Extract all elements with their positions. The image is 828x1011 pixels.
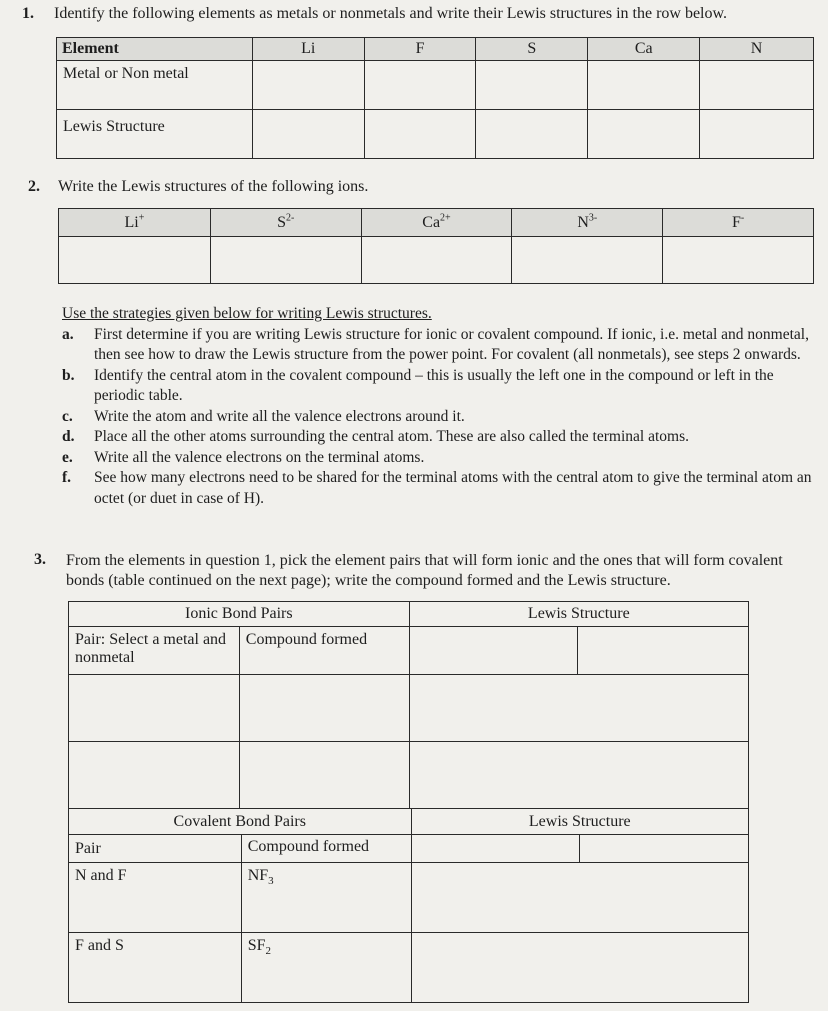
question-2-text: Write the Lewis structures of the following ions. bbox=[58, 178, 369, 195]
compound-nf3: $NF_3$ bbox=[241, 863, 411, 933]
question-1-number: 1. bbox=[22, 5, 34, 22]
covalent-pair-fs: F and S bbox=[69, 933, 242, 1003]
ion-n: $N^{3-}$ bbox=[512, 209, 663, 237]
covalent-compound-header: Compound formed bbox=[241, 835, 411, 863]
strategy-item: d. Place all the other atoms surrounding the central atom. These are also called the terminal atoms. bbox=[62, 428, 689, 445]
element-n: N bbox=[700, 38, 814, 61]
strategy-item: c. Write the atom and write all the valence electrons around it. bbox=[62, 407, 465, 425]
ionic-compound-header: Compound formed bbox=[239, 627, 409, 675]
element-ca: Ca bbox=[588, 38, 700, 61]
ion-li: Li+ bbox=[59, 209, 211, 237]
strategy-item: f. See how many electrons need to be shared for the terminal atoms with the central atom to give the terminal atom an octet (or duet in case of H). bbox=[62, 469, 812, 507]
covalent-pair-nf: N and F bbox=[69, 863, 242, 933]
compound-sf2: $SF_2$ bbox=[241, 933, 411, 1003]
answer-cell[interactable] bbox=[364, 61, 476, 110]
strategy-item: b. Identify the central atom in the covalent compound – this is usually the left one in the compound or left in the periodic table. bbox=[62, 366, 774, 404]
covalent-pair-header: Pair bbox=[69, 835, 242, 863]
answer-cell[interactable] bbox=[239, 742, 409, 809]
answer-cell[interactable] bbox=[411, 863, 748, 933]
answer-cell[interactable] bbox=[578, 627, 749, 675]
ionic-lewis-structure-title: Lewis Structure bbox=[409, 602, 748, 627]
answer-cell[interactable] bbox=[252, 110, 364, 159]
answer-cell[interactable] bbox=[361, 237, 512, 284]
answer-cell[interactable] bbox=[69, 675, 240, 742]
element-header: Element bbox=[57, 38, 253, 61]
answer-cell[interactable] bbox=[364, 110, 476, 159]
question-1-text: Identify the following elements as metals or nonmetals and write their Lewis structures in the row below. bbox=[54, 5, 728, 22]
answer-cell[interactable] bbox=[588, 110, 700, 159]
lewis-structure-label: Lewis Structure bbox=[57, 110, 253, 159]
covalent-bond-table bbox=[68, 808, 749, 1003]
answer-cell[interactable] bbox=[580, 835, 749, 863]
question-2-number: 2. bbox=[28, 178, 40, 195]
answer-cell[interactable] bbox=[409, 742, 748, 809]
element-li: Li bbox=[252, 38, 364, 61]
answer-cell[interactable] bbox=[411, 933, 748, 1003]
strategies-block bbox=[62, 304, 822, 509]
ion-table bbox=[58, 208, 814, 284]
answer-cell[interactable] bbox=[239, 675, 409, 742]
answer-cell[interactable] bbox=[252, 61, 364, 110]
answer-cell[interactable] bbox=[409, 675, 748, 742]
answer-cell[interactable] bbox=[588, 61, 700, 110]
ion-ca: $Ca^{2+}$ bbox=[361, 209, 512, 237]
strategy-item: a. First determine if you are writing Lewis structure for ionic or covalent compound. If ionic, i.e. metal and nonmetal, then see how to draw the Lewis structure from the power point. For covalent (all nonmetals), see steps 2 onwards. bbox=[62, 325, 809, 363]
answer-cell[interactable] bbox=[663, 237, 814, 284]
covalent-bond-pairs-title: Covalent Bond Pairs bbox=[69, 809, 412, 835]
metal-nonmetal-label: Metal or Non metal bbox=[57, 61, 253, 110]
element-f: F bbox=[364, 38, 476, 61]
ionic-bond-table bbox=[68, 601, 749, 809]
covalent-lewis-structure-title: Lewis Structure bbox=[411, 809, 748, 835]
answer-cell[interactable] bbox=[700, 61, 814, 110]
element-s: S bbox=[476, 38, 588, 61]
answer-cell[interactable] bbox=[210, 237, 361, 284]
ion-f: F- bbox=[663, 209, 814, 237]
answer-cell[interactable] bbox=[476, 110, 588, 159]
answer-cell[interactable] bbox=[700, 110, 814, 159]
answer-cell[interactable] bbox=[411, 835, 580, 863]
ionic-bond-pairs-title: Ionic Bond Pairs bbox=[69, 602, 410, 627]
question-3-text: From the elements in question 1, pick the element pairs that will form ionic and the ones that will form covalent bonds (table continued on the next page); write the compound formed and the Lewis structure. bbox=[66, 552, 783, 589]
answer-cell[interactable] bbox=[512, 237, 663, 284]
answer-cell[interactable] bbox=[59, 237, 211, 284]
strategies-title: Use the strategies given below for writing Lewis structures. bbox=[62, 305, 432, 322]
answer-cell[interactable] bbox=[476, 61, 588, 110]
ion-s: $S^{2-}$ bbox=[210, 209, 361, 237]
question-3-number: 3. bbox=[34, 551, 46, 568]
strategy-item: e. Write all the valence electrons on the terminal atoms. bbox=[62, 448, 425, 466]
ionic-pair-header: Pair: Select a metal and nonmetal bbox=[69, 627, 240, 675]
answer-cell[interactable] bbox=[69, 742, 240, 809]
element-table bbox=[56, 37, 814, 159]
answer-cell[interactable] bbox=[409, 627, 578, 675]
